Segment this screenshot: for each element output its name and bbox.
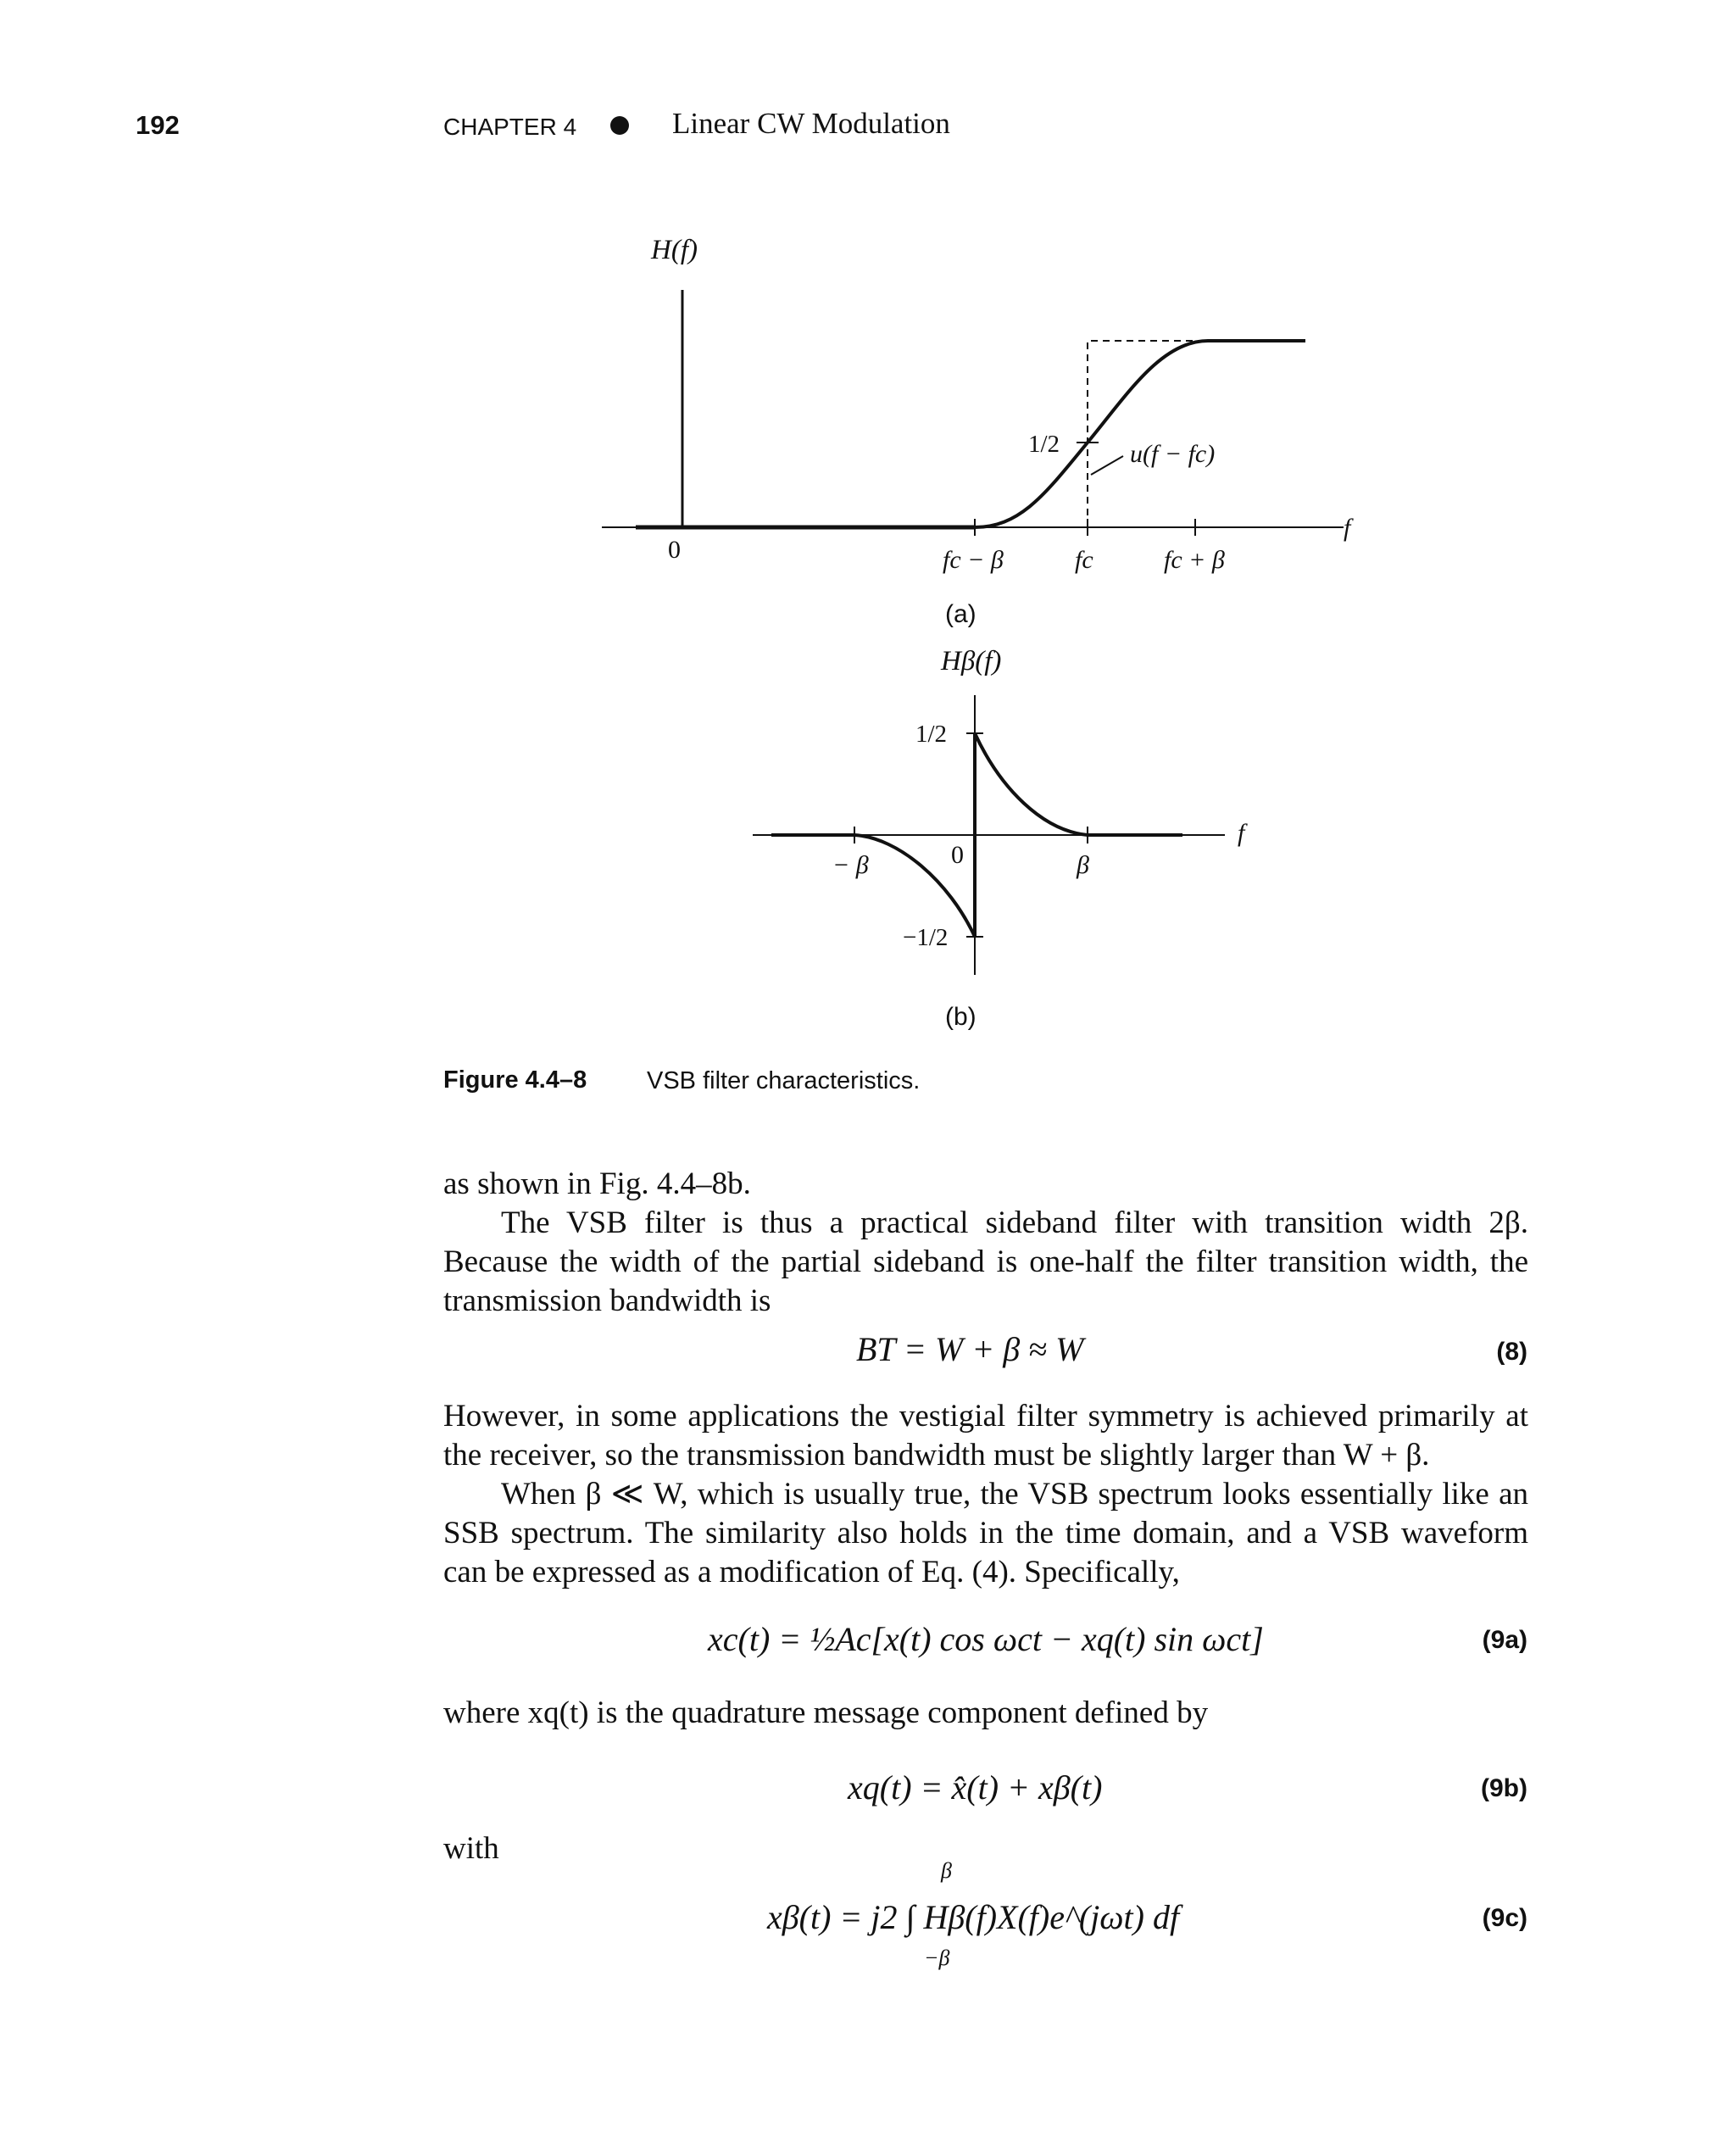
paragraph-quadrature: where xq(t) is the quadrature message component defined by	[443, 1695, 1209, 1730]
tick-label-beta: β	[1077, 851, 1089, 879]
equation-9a-number: (9a)	[1482, 1626, 1527, 1654]
panel-b-neg-half-label: −1/2	[903, 924, 949, 951]
panel-b-x-label: f	[1238, 819, 1245, 847]
paragraph-with: with	[443, 1831, 499, 1866]
figure-caption-text: VSB filter characteristics.	[647, 1067, 921, 1094]
paragraph-receiver: However, in some applications the vestigial filter symmetry is achieved primarily at the receiver, so the transmission bandwidth must be slightly larger than W + β.	[443, 1399, 1528, 1473]
equation-9c-number: (9c)	[1482, 1904, 1527, 1932]
equation-9a: xc(t) = ½Ac[x(t) cos ωct − xq(t) sin ωct]	[708, 1620, 1264, 1658]
equation-9c: xβ(t) = j2 ∫ Hβ(f)X(f)e^(jωt) df	[767, 1898, 1180, 1936]
equation-9b-number: (9b)	[1481, 1774, 1527, 1802]
panel-b-half-label: 1/2	[915, 721, 948, 748]
panel-a-sub-label: (a)	[945, 600, 976, 628]
equation-8-number: (8)	[1496, 1338, 1527, 1366]
panel-b-y-label: Hβ(f)	[941, 646, 1002, 676]
panel-a-half-label: 1/2	[1028, 431, 1060, 458]
tick-label-fc: fc	[1075, 546, 1093, 574]
chapter-label: CHAPTER 4	[443, 114, 577, 140]
paragraph-fig-ref: as shown in Fig. 4.4–8b.	[443, 1166, 751, 1201]
chapter-title: Linear CW Modulation	[672, 107, 950, 140]
panel-b-origin-label: 0	[951, 841, 964, 869]
paragraph-ssb-similarity: When β ≪ W, which is usually true, the VSB spectrum looks essentially like an SSB spectrum. The similarity also holds in the time domain, and a VSB waveform can be expressed as a modification of Eq. (4). Specifically,	[443, 1477, 1528, 1589]
panel-a-origin-label: 0	[668, 536, 681, 564]
panel-b-sub-label: (b)	[945, 1003, 976, 1031]
tick-label-fc-plus-beta: fc + β	[1164, 546, 1225, 574]
equation-9c-upper-limit: β	[941, 1858, 952, 1883]
equation-9c-lower-limit: −β	[924, 1946, 950, 1970]
panel-a-transition-curve	[975, 341, 1305, 527]
panel-a-x-label: f	[1344, 514, 1351, 542]
equation-8: BT = W + β ≈ W	[856, 1330, 1084, 1368]
panel-a-curve-label: u(f − fc)	[1130, 440, 1216, 468]
paragraph-vsb-filter: The VSB filter is thus a practical sideband filter with transition width 2β. Because the width of the partial sideband is one-half the filter transition width, the transmission bandwidth is	[443, 1205, 1528, 1318]
curve-label-leader	[1091, 456, 1123, 475]
panel-b-plot	[753, 646, 1248, 975]
equation-9b: xq(t) = x̂(t) + xβ(t)	[848, 1768, 1103, 1807]
page-number: 192	[136, 110, 180, 140]
tick-label-fc-minus-beta: fc − β	[943, 546, 1004, 574]
panel-a-plot	[602, 235, 1354, 574]
tick-label-neg-beta: − β	[832, 851, 869, 879]
panel-a-y-label: H(f)	[651, 235, 698, 265]
figure-caption-number: Figure 4.4–8	[443, 1066, 587, 1094]
